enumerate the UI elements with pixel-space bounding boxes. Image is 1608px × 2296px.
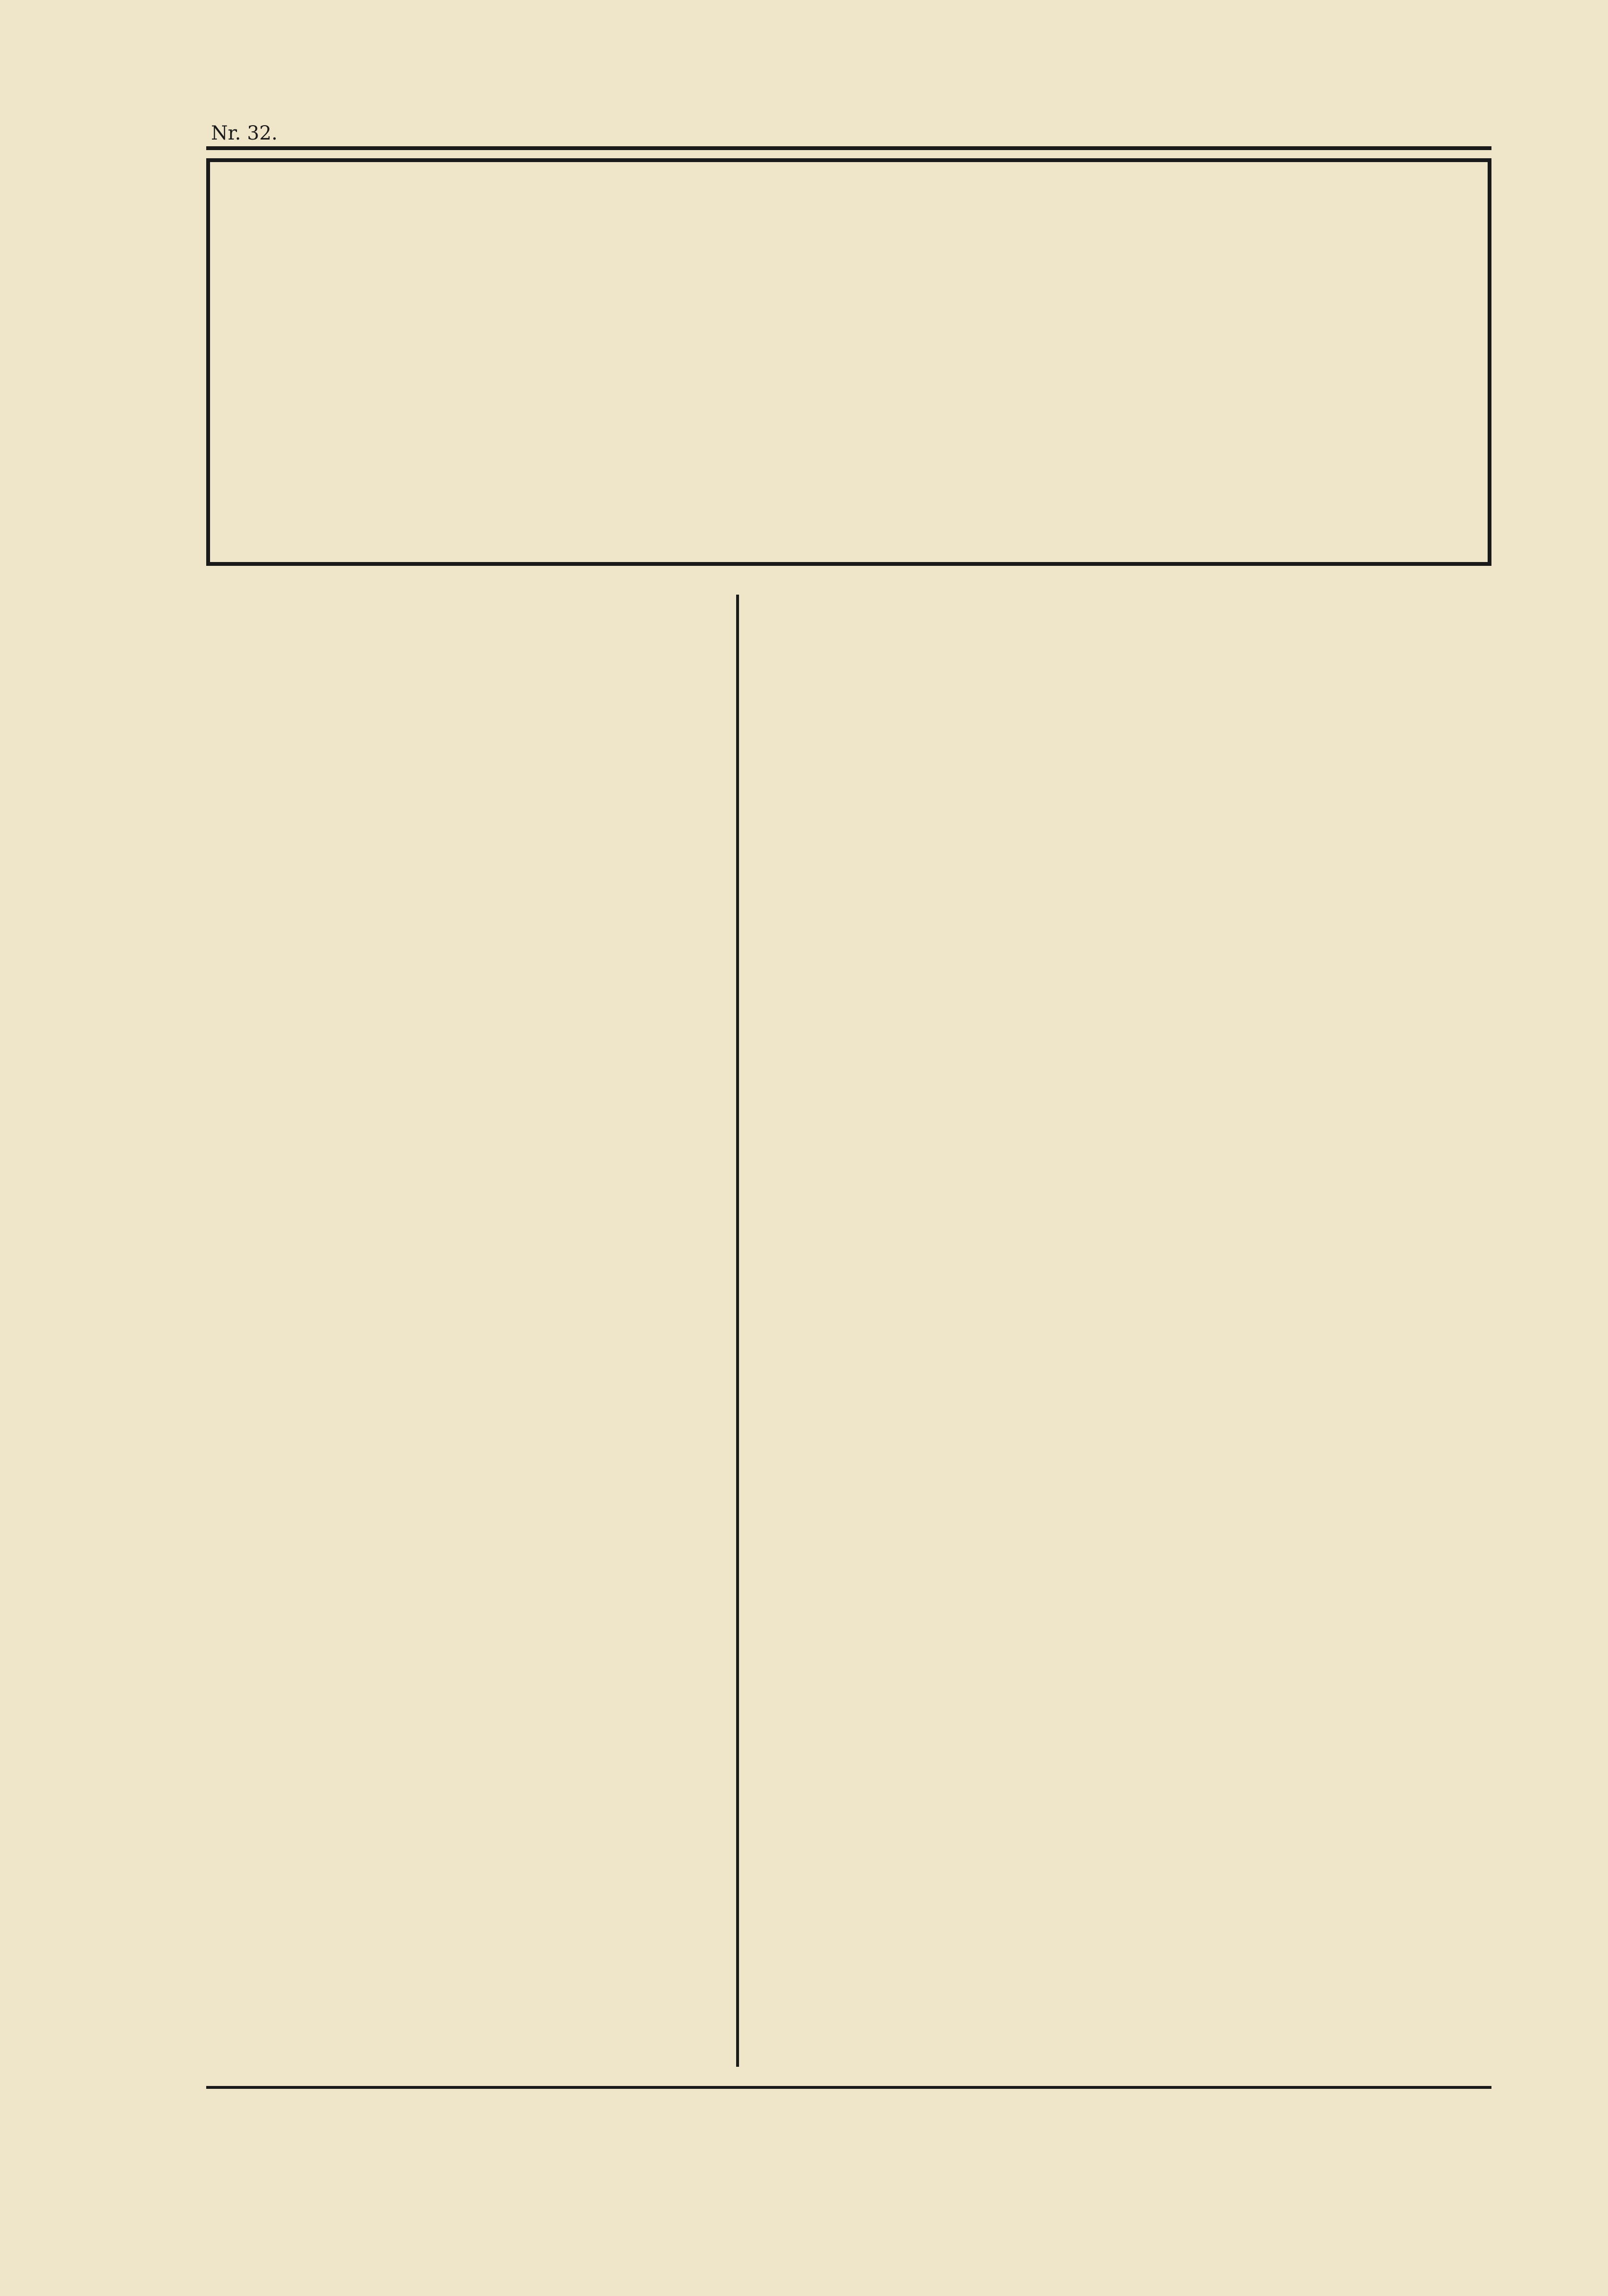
column-rule [736, 595, 739, 2067]
ad-box-top [206, 158, 1491, 566]
issue-number: Nr. 32. [211, 122, 278, 144]
header-rule [206, 146, 1491, 150]
footer-rule [206, 2086, 1491, 2089]
